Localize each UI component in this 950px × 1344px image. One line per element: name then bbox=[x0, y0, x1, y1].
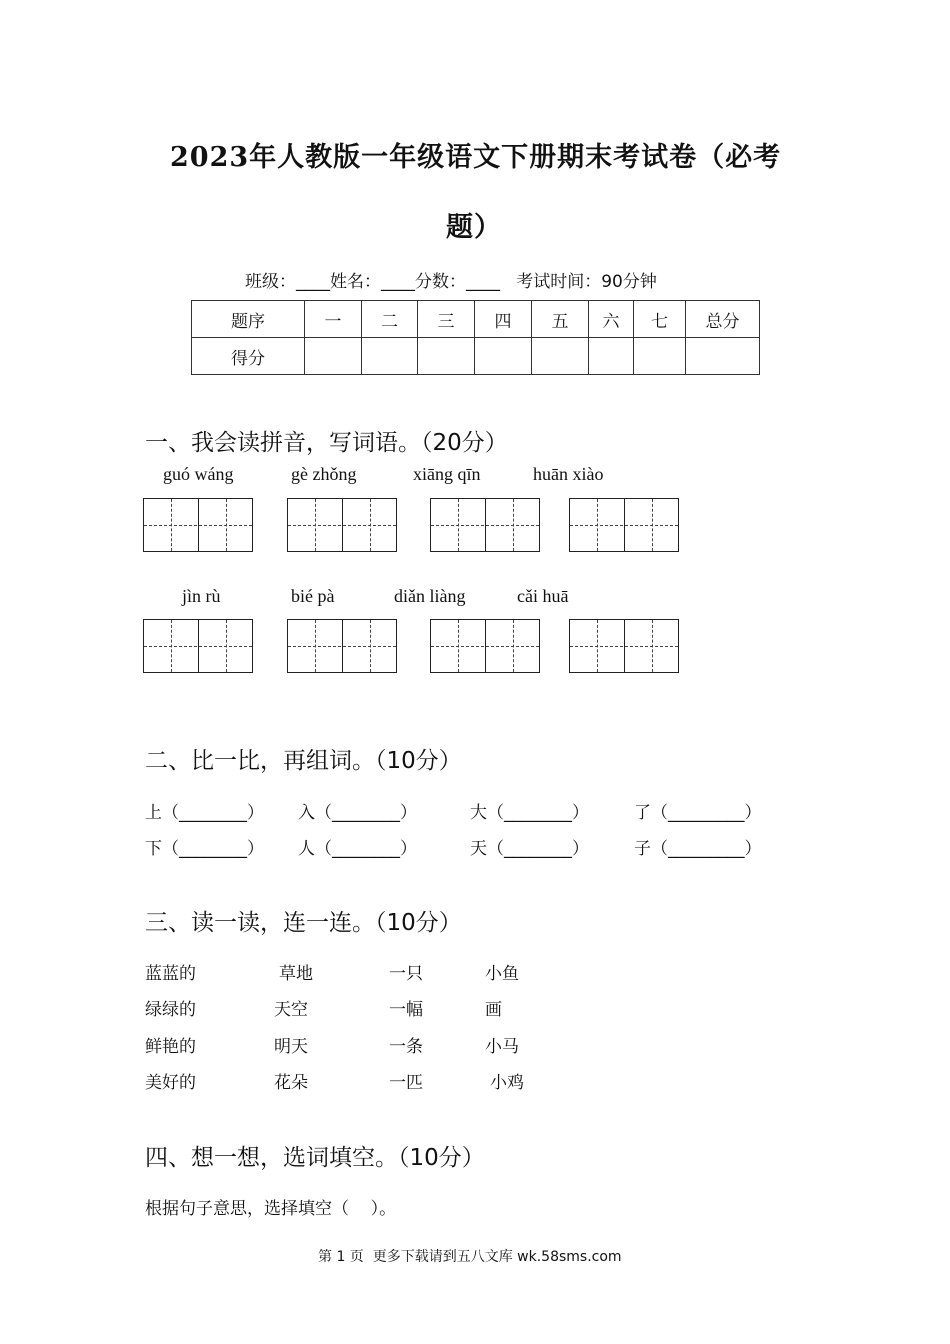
score-header-cell: 总分 bbox=[686, 301, 760, 338]
match-right-item[interactable]: 小马 bbox=[485, 1037, 519, 1057]
writing-grid[interactable] bbox=[287, 498, 397, 552]
match-noun-item[interactable]: 花朵 bbox=[274, 1073, 308, 1093]
match-right-item[interactable]: 小鸡 bbox=[490, 1073, 524, 1093]
score-header-cell: 题序 bbox=[192, 301, 305, 338]
word-group-item[interactable]: 下（________） bbox=[145, 839, 264, 859]
score-header-cell: 七 bbox=[634, 301, 686, 338]
match-measure-item[interactable]: 一只 bbox=[389, 964, 423, 984]
match-noun-item[interactable]: 明天 bbox=[274, 1037, 308, 1057]
score-row-label: 得分 bbox=[192, 338, 305, 375]
pinyin-label: cǎi huā bbox=[517, 586, 569, 606]
match-left-item[interactable]: 蓝蓝的 bbox=[145, 964, 196, 984]
match-noun-item[interactable]: 天空 bbox=[274, 1000, 308, 1020]
page-title-line1: 2023年人教版一年级语文下册期末考试卷（必考 bbox=[170, 142, 782, 173]
section4-instruction: 根据句子意思，选择填空（ ）。 bbox=[145, 1199, 397, 1219]
word-group-item[interactable]: 大（________） bbox=[470, 803, 589, 823]
pinyin-label: diǎn liàng bbox=[394, 586, 466, 606]
score-header-cell: 四 bbox=[475, 301, 532, 338]
match-measure-item[interactable]: 一条 bbox=[389, 1037, 423, 1057]
word-group-item[interactable]: 了（_________） bbox=[634, 803, 762, 823]
match-right-item[interactable]: 画 bbox=[485, 1000, 502, 1020]
score-cell[interactable] bbox=[362, 338, 418, 375]
pinyin-label: jìn rù bbox=[182, 586, 221, 606]
section1-heading: 一、我会读拼音，写词语。（20分） bbox=[145, 430, 508, 456]
word-group-item[interactable]: 天（________） bbox=[470, 839, 589, 859]
score-header-cell: 一 bbox=[305, 301, 362, 338]
word-group-item[interactable]: 人（________） bbox=[298, 839, 417, 859]
writing-grid[interactable] bbox=[143, 619, 253, 673]
pinyin-label: huān xiào bbox=[533, 464, 604, 484]
writing-grid[interactable] bbox=[430, 619, 540, 673]
page-footer: 第 1 页 更多下载请到五八文库 wk.58sms.com bbox=[318, 1249, 622, 1265]
word-group-item[interactable]: 子（_________） bbox=[634, 839, 762, 859]
match-right-item[interactable]: 小鱼 bbox=[485, 964, 519, 984]
pinyin-label: guó wáng bbox=[163, 464, 234, 484]
section3-heading: 三、读一读，连一连。（10分） bbox=[145, 910, 462, 936]
pinyin-label: bié pà bbox=[291, 586, 335, 606]
writing-grid[interactable] bbox=[430, 498, 540, 552]
score-cell[interactable] bbox=[589, 338, 634, 375]
writing-grid[interactable] bbox=[569, 498, 679, 552]
pinyin-label: gè zhǒng bbox=[291, 464, 357, 484]
score-header-cell: 二 bbox=[362, 301, 418, 338]
writing-grid[interactable] bbox=[569, 619, 679, 673]
score-cell[interactable] bbox=[305, 338, 362, 375]
writing-grid[interactable] bbox=[287, 619, 397, 673]
section2-heading: 二、比一比，再组词。（10分） bbox=[145, 748, 462, 774]
exam-info-line: 班级：____姓名：____分数：____ 考试时间：90分钟 bbox=[245, 272, 657, 292]
match-measure-item[interactable]: 一匹 bbox=[389, 1073, 423, 1093]
score-header-cell: 六 bbox=[589, 301, 634, 338]
match-left-item[interactable]: 美好的 bbox=[145, 1073, 196, 1093]
writing-grid[interactable] bbox=[143, 498, 253, 552]
pinyin-label: xiāng qīn bbox=[413, 464, 481, 484]
section4-heading: 四、想一想，选词填空。（10分） bbox=[145, 1145, 485, 1171]
score-table-score-row bbox=[192, 338, 760, 375]
score-cell[interactable] bbox=[418, 338, 475, 375]
score-cell[interactable] bbox=[475, 338, 532, 375]
score-header-cell: 三 bbox=[418, 301, 475, 338]
page-title-line2: 题） bbox=[446, 212, 502, 243]
match-measure-item[interactable]: 一幅 bbox=[389, 1000, 423, 1020]
match-left-item[interactable]: 绿绿的 bbox=[145, 1000, 196, 1020]
match-noun-item[interactable]: 草地 bbox=[279, 964, 313, 984]
score-table-header-row bbox=[192, 301, 760, 338]
score-header-cell: 五 bbox=[532, 301, 589, 338]
word-group-item[interactable]: 上（________） bbox=[145, 803, 264, 823]
score-cell[interactable] bbox=[532, 338, 589, 375]
score-table bbox=[191, 300, 760, 375]
score-cell[interactable] bbox=[634, 338, 686, 375]
word-group-item[interactable]: 入（________） bbox=[298, 803, 417, 823]
score-cell[interactable] bbox=[686, 338, 760, 375]
match-left-item[interactable]: 鲜艳的 bbox=[145, 1037, 196, 1057]
